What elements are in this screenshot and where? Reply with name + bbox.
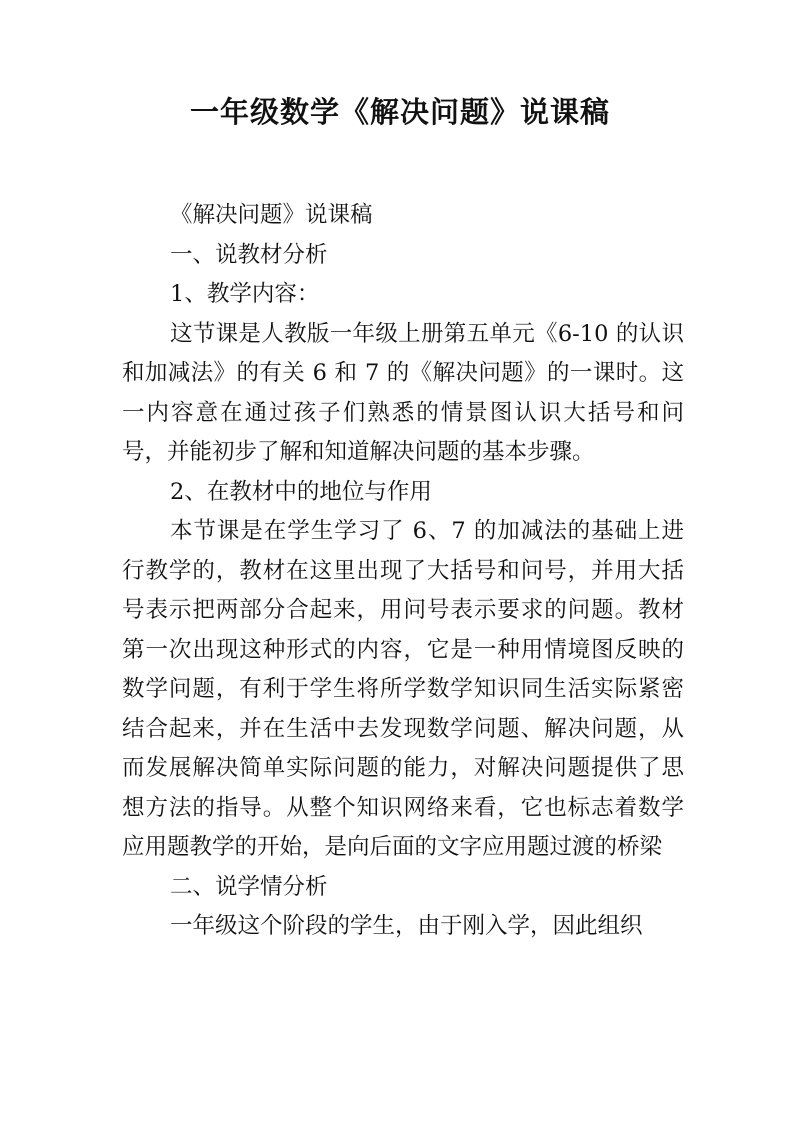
- section-heading: 一、说教材分析: [170, 241, 328, 268]
- body-paragraph: 这节课是人教版一年级上册第五单元《6-10 的认识和加减法》的有关 6 和 7 的《解决问题》的一课时。这一内容意在通过孩子们熟悉的情景图认识大括号和问号，并能初步了解和知道解决问题的基本步骤。: [122, 320, 684, 465]
- subtitle-paragraph: 《解决问题》说课稿: [170, 202, 373, 228]
- body-paragraph: 本节课是在学生学习了 6、7 的加减法的基础上进行教学的，教材在这里出现了大括号和问号，并用大括号表示把两部分合起来，用问号表示要求的问题。教材第一次出现这种形式的内容，它是一种用情境图反映的数学问题，有利于学生将所学数学知识同生活实际紧密结合起来，并在生活中去发现数学问题、解决问题，从而发展解决简单实际问题的能力，对解决问题提供了思想方法的指导。从整个知识网络来看，它也标志着数学应用题教学的开始，是向后面的文字应用题过渡的桥梁: [122, 518, 684, 860]
- subsection-heading: 1、教学内容：: [170, 281, 320, 307]
- document-body: [122, 196, 684, 947]
- document-title: 一年级数学《解决问题》说课稿: [189, 95, 610, 129]
- section-heading: 二、说学情分析: [170, 873, 328, 900]
- subsection-heading: 2、在教材中的地位与作用: [170, 478, 432, 505]
- body-paragraph: 一年级这个阶段的学生，由于刚入学，因此组织: [170, 913, 643, 939]
